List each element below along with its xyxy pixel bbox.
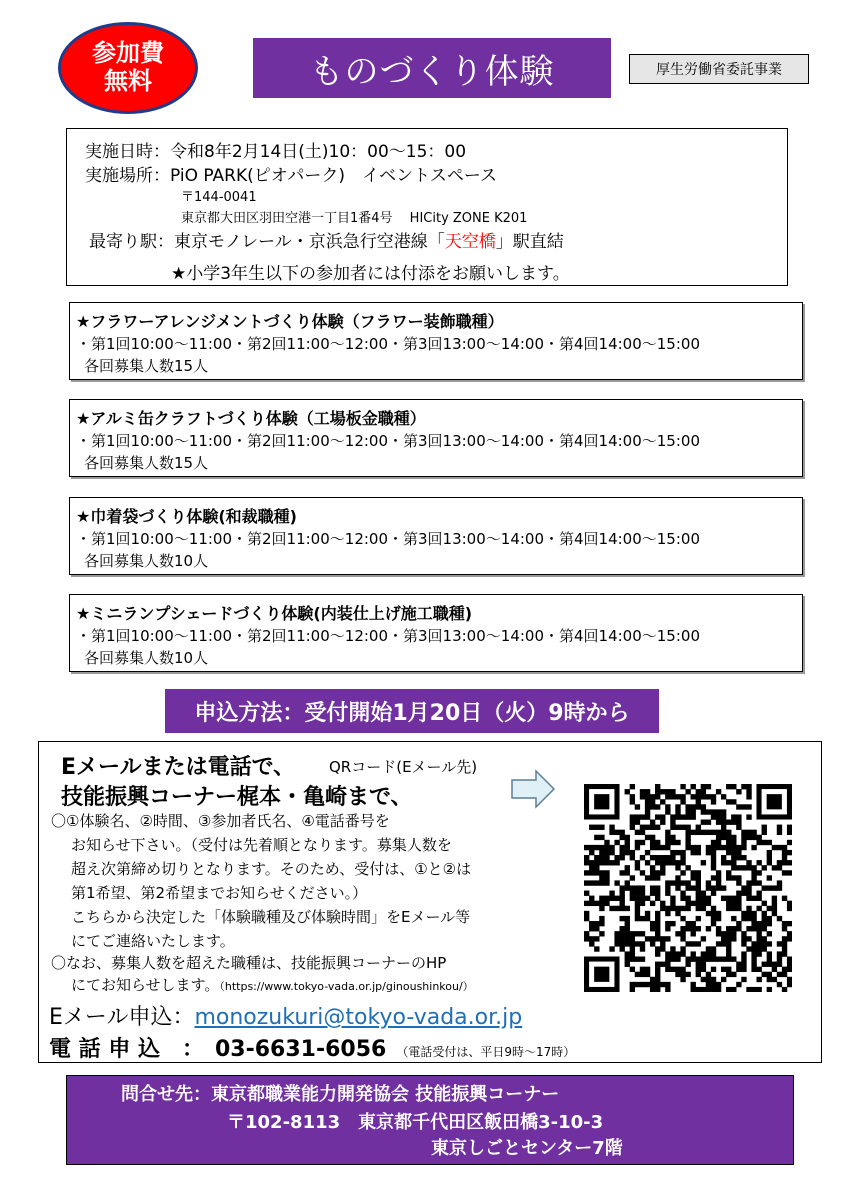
station-prefix: 最寄り駅：東京モノレール・京浜急行空港線「 bbox=[89, 232, 445, 252]
qr-code-image bbox=[584, 784, 792, 992]
event-place: 実施場所：PiO PARK(ピオパーク) イベントスペース bbox=[85, 166, 498, 186]
arrow-right-icon bbox=[510, 769, 556, 809]
station-name: 天空橋 bbox=[444, 232, 496, 252]
phone-application bbox=[49, 1032, 575, 1063]
event-schedule: ・第1回10:00～11:00・第2回11:00～12:00・第3回13:00～14:00・第4回14:00～15:00 bbox=[76, 530, 700, 548]
email-label: Eメール申込： bbox=[49, 1005, 195, 1030]
app-text-6: にてご連絡いたします。 bbox=[71, 932, 235, 950]
app-text-8 bbox=[71, 974, 474, 995]
badge-line2: 無料 bbox=[104, 67, 152, 95]
app-text-4: 第1希望、第2希望までお知らせください。） bbox=[71, 884, 368, 902]
app-text-5: こちらから決定した「体験職種及び体験時間」をEメール等 bbox=[71, 908, 471, 926]
ministry-label: 厚生労働省委託事業 bbox=[629, 54, 809, 84]
event-schedule: ・第1回10:00～11:00・第2回11:00～12:00・第3回13:00～14:00・第4回14:00～15:00 bbox=[76, 627, 700, 645]
contact-line-2: 〒102-8113 東京都千代田区飯田橋3-10-3 bbox=[227, 1112, 604, 1133]
event-title: ★フラワーアレンジメントづくり体験（フラワー装飾職種） bbox=[76, 312, 504, 331]
app-heading-1: Eメールまたは電話で、 bbox=[61, 755, 296, 780]
application-method-bar bbox=[165, 689, 659, 733]
station-suffix: 」駅直結 bbox=[495, 232, 564, 252]
event-card bbox=[69, 497, 803, 575]
email-application bbox=[49, 1000, 522, 1031]
badge-line1: 参加費 bbox=[92, 39, 164, 68]
app-text-1: 〇①体験名、②時間、③参加者氏名、④電話番号を bbox=[51, 812, 390, 830]
event-capacity: 各回募集人数10人 bbox=[84, 552, 209, 570]
address: 東京都大田区羽田空港一丁目1番4号 HICity ZONE K201 bbox=[181, 211, 528, 226]
app-text-3: 超え次第締め切りとなります。そのため、受付は、①と②は bbox=[71, 860, 472, 878]
phone-label: 電 話 申 込 ： 03-6631-6056 bbox=[49, 1037, 387, 1062]
app-text-8-main: にてお知らせします。 bbox=[71, 976, 220, 994]
free-badge bbox=[58, 22, 198, 114]
event-title: ★ミニランプシェードづくり体験(内装仕上げ施工職種) bbox=[76, 604, 473, 623]
event-capacity: 各回募集人数15人 bbox=[84, 357, 209, 375]
app-heading-2: 技能振興コーナー梶本・亀崎まで、 bbox=[61, 785, 413, 810]
event-card bbox=[69, 399, 803, 477]
event-capacity: 各回募集人数15人 bbox=[84, 454, 209, 472]
guardian-note: ★小学3年生以下の参加者には付添をお願いします。 bbox=[171, 264, 570, 284]
event-schedule: ・第1回10:00～11:00・第2回11:00～12:00・第3回13:00～14:00・第4回14:00～15:00 bbox=[76, 432, 700, 450]
event-title: ★巾着袋づくり体験(和裁職種) bbox=[76, 507, 297, 526]
qr-code[interactable] bbox=[584, 784, 792, 992]
event-date: 実施日時：令和8年2月14日(土)10：00～15：00 bbox=[85, 142, 467, 162]
contact-line-3: 東京しごとセンター7階 bbox=[431, 1138, 623, 1159]
page-title bbox=[253, 38, 611, 98]
application-method-text: 申込方法：受付開始1月20日（火）9時から bbox=[194, 700, 630, 726]
contact-line-1: 問合せ先：東京都職業能力開発協会 技能振興コーナー bbox=[121, 1084, 560, 1105]
postal-code: 〒144-0041 bbox=[181, 190, 257, 205]
hp-url[interactable]: （https://www.tokyo-vada.or.jp/ginoushinkou/） bbox=[219, 980, 474, 993]
contact-box bbox=[66, 1075, 794, 1165]
app-text-7: 〇なお、募集人数を超えた職種は、技能振興コーナーのHP bbox=[51, 954, 447, 972]
phone-hours: （電話受付は、平日9時～17時） bbox=[396, 1045, 576, 1059]
event-card bbox=[69, 594, 803, 672]
event-title: ★アルミ缶クラフトづくり体験（工場板金職種） bbox=[76, 409, 426, 428]
event-capacity: 各回募集人数10人 bbox=[84, 649, 209, 667]
nearest-station bbox=[89, 227, 564, 252]
event-card bbox=[69, 302, 803, 380]
event-schedule: ・第1回10:00～11:00・第2回11:00～12:00・第3回13:00～14:00・第4回14:00～15:00 bbox=[76, 335, 700, 353]
app-text-2: お知らせ下さい。（受付は先着順となります。募集人数を bbox=[71, 836, 452, 854]
event-info-box bbox=[66, 128, 788, 286]
qr-label: QRコード(Eメール先) bbox=[329, 758, 478, 776]
page-title-text: ものづくり体験 bbox=[309, 51, 555, 92]
email-link[interactable]: monozukuri@tokyo-vada.or.jp bbox=[194, 1005, 523, 1030]
